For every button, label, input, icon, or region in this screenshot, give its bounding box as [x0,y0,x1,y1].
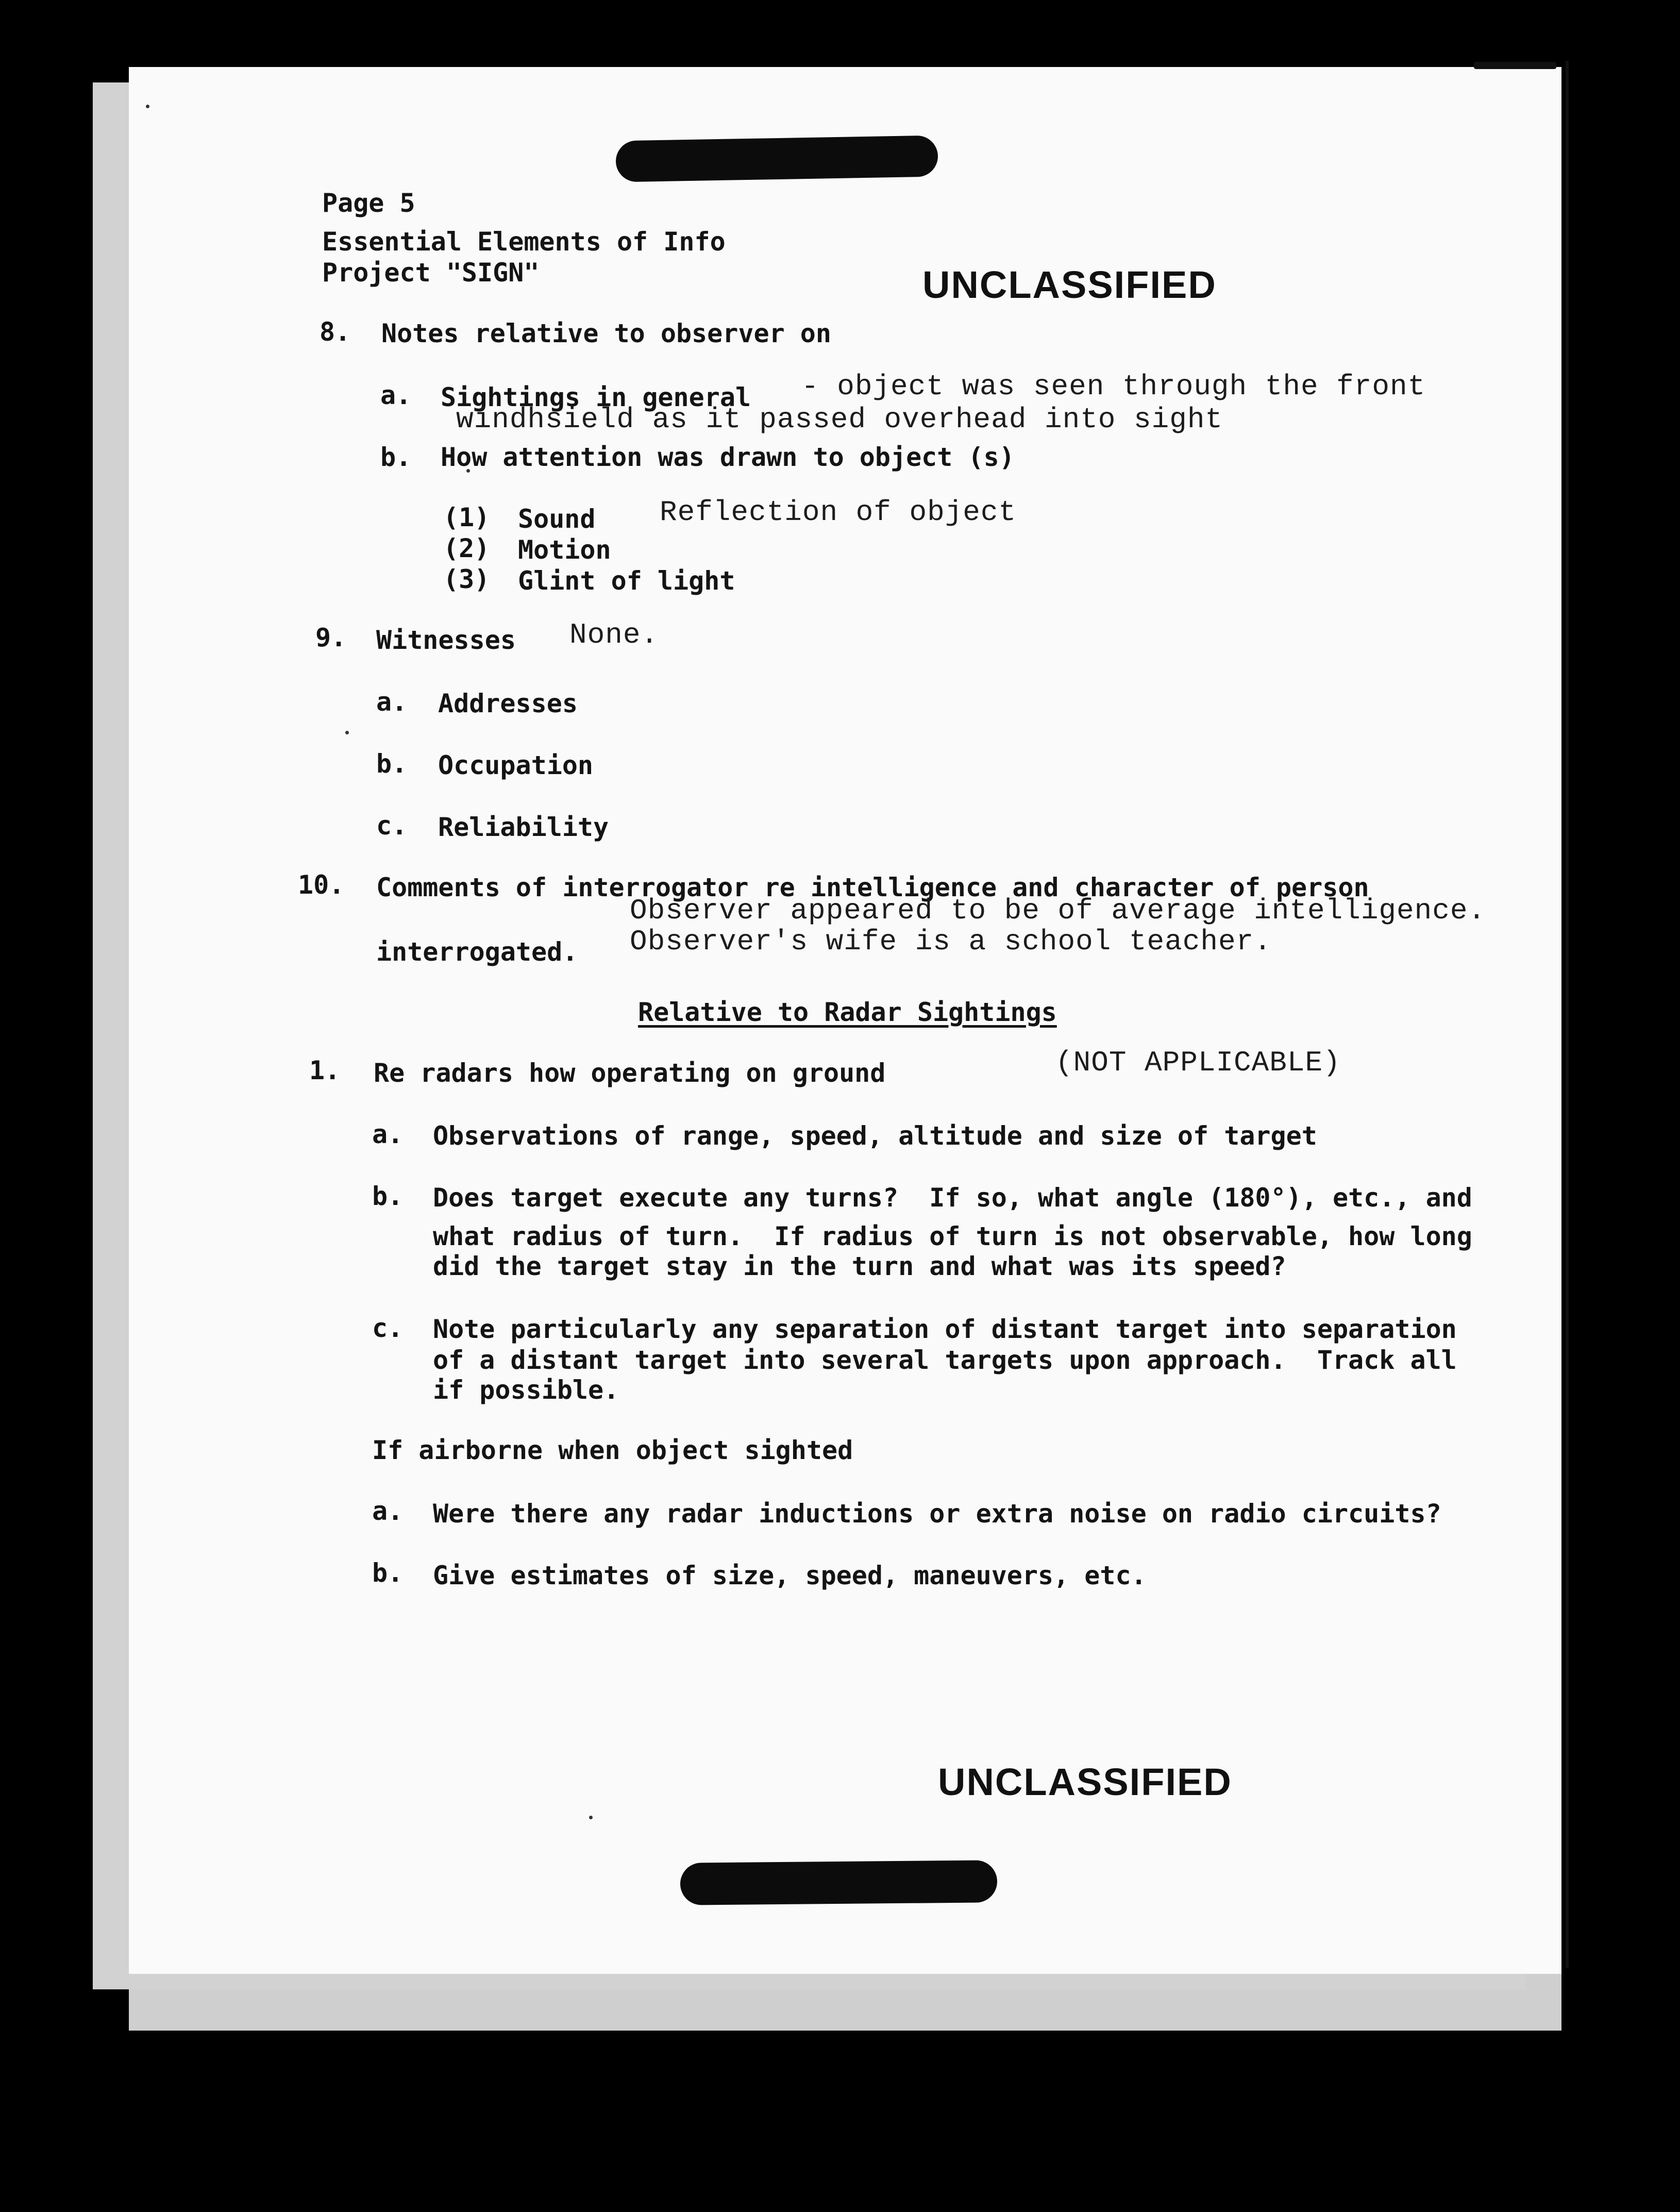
radar-item-a-label: a. [372,1119,404,1149]
radar-item-b-line2: what radius of turn. If radius of turn is not observable, how long [433,1221,1472,1251]
project-name: Project "SIGN" [322,258,540,288]
classification-stamp-top: UNCLASSIFIED [922,263,1217,306]
option-3-number: (3) [443,564,490,594]
speck [589,1816,593,1819]
document-subject: Essential Elements of Info [322,227,726,257]
section-8-title: Notes relative to observer on [381,319,831,348]
airborne-item-b-text: Give estimates of size, speed, maneuvers, etc. [433,1561,1147,1590]
item-8a-answer-line2: windhsield as it passed overhead into sight [456,403,1223,436]
section-10-line1: Comments of interrogator re intelligence and character of person [376,873,1369,902]
item-9a-text: Addresses [438,689,578,718]
radar-item-c-line2: of a distant target into several targets upon approach. Track all [433,1345,1457,1375]
airborne-item-a-text: Were there any radar inductions or extra noise on radio circuits? [433,1499,1441,1529]
section-9-number: 9. [315,623,347,652]
section-10-line2: interrogated. [376,937,578,967]
option-1-text: Sound [518,504,596,534]
radar-item-c-line3: if possible. [433,1375,619,1405]
item-8a-text: Sightings in general [441,382,751,412]
section-10-number: 10. [298,870,345,900]
airborne-question: If airborne when object sighted [372,1435,853,1465]
radar-item-b-label: b. [372,1181,404,1211]
radar-item-c-line1: Note particularly any separation of distant target into separation [433,1314,1457,1344]
item-9b-label: b. [376,749,408,779]
radar-item-a-line1: Observations of range, speed, altitude and size of target [433,1121,1317,1151]
classification-stamp-bottom: UNCLASSIFIED [938,1761,1232,1803]
section-9-title: Witnesses [376,625,516,655]
section-10-answer-line2: Observer's wife is a school teacher. [630,925,1272,958]
redaction-bar-top [615,136,938,182]
speck [345,731,349,734]
item-9c-label: c. [376,811,408,841]
radar-item-b-line3: did the target stay in the turn and what was its speed? [433,1251,1286,1281]
radar-item-b-line1: Does target execute any turns? If so, what angle (180°), etc., and [433,1183,1472,1213]
page-number: Page 5 [322,188,415,218]
option-3-text: Glint of light [518,566,735,596]
item-9b-text: Occupation [438,750,594,780]
option-2-number: (2) [443,533,490,563]
section-8-number: 8. [320,317,351,347]
item-8a-label: a. [380,380,412,410]
radar-section-heading: Relative to Radar Sightings [638,997,1057,1027]
item-9a-label: a. [376,687,408,717]
item-9c-text: Reliability [438,812,609,842]
item-8a-answer-line1: - object was seen through the front [801,370,1426,403]
page-edge [1566,61,1569,1968]
item-8b-label: b. [380,442,412,472]
options-answer: Reflection of object [660,496,1017,529]
speck [146,105,149,108]
redaction-bar-bottom [680,1860,998,1905]
section-9-answer: None. [569,618,659,651]
radar-q1-answer: (NOT APPLICABLE) [1055,1046,1341,1079]
option-2-text: Motion [518,535,611,565]
radar-item-c-label: c. [372,1313,404,1343]
radar-q1-number: 1. [309,1055,341,1085]
radar-q1-text: Re radars how operating on ground [374,1058,886,1088]
option-1-number: (1) [443,502,490,532]
airborne-item-b-label: b. [372,1558,404,1588]
section-10-answer-line1: Observer appeared to be of average intelligence. [630,894,1486,927]
airborne-item-a-label: a. [372,1496,404,1526]
edge-mark [1474,62,1556,69]
item-8b-text: How attention was drawn to object (s) [441,442,1015,472]
